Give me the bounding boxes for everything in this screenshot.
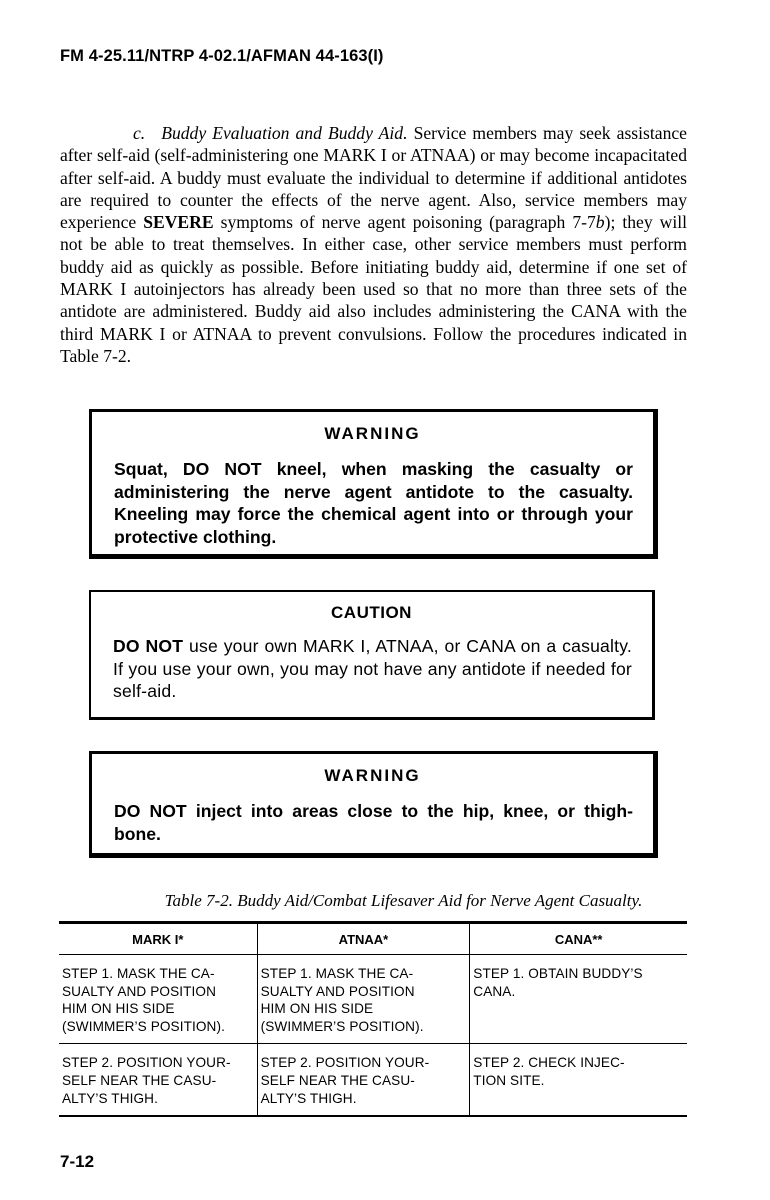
- paragraph-ref: b: [595, 212, 605, 233]
- table-cell: STEP 1. MASK THE CA- SUALTY AND POSITION HIM ON HIS SIDE (SWIMMER’S POSITION).: [257, 955, 470, 1044]
- table-row: [59, 955, 687, 1044]
- table-row: [59, 1044, 687, 1116]
- column-header-cana: CANA**: [470, 923, 687, 955]
- severe-emphasis: SEVERE: [143, 212, 214, 233]
- caution-box: [89, 590, 655, 720]
- warning-text: Squat, DO NOT kneel, when masking the casualty or administering the nerve agent antidote to the casualty. Kneeling may force the chemical agent into or through your protective clothing.: [114, 459, 633, 547]
- warning-box-injection: [89, 751, 658, 858]
- paragraph-text: ); they will not be able to treat themselves. In either case, other service members must perform buddy aid as quickly as possible. Before initiating buddy aid, determine if one set of MARK I autoinjectors has already been used so that no more than three sets of the antidote are administered. Buddy aid also includes administering the CANA with the third MARK I or ATNAA to prevent convulsions. Follow the procedures indicated in Table 7-2.: [60, 212, 687, 366]
- paragraph-letter: c.: [133, 123, 146, 143]
- table-cell: STEP 1. MASK THE CA- SUALTY AND POSITION HIM ON HIS SIDE (SWIMMER’S POSITION).: [59, 955, 257, 1044]
- table-cell: STEP 1. OBTAIN BUDDY’S CANA.: [470, 955, 687, 1044]
- table-cell: STEP 2. POSITION YOUR- SELF NEAR THE CASU- ALTY’S THIGH.: [257, 1044, 470, 1116]
- table-header-row: [59, 923, 687, 955]
- column-header-atnaa: ATNAA*: [257, 923, 470, 955]
- table-cell: STEP 2. POSITION YOUR- SELF NEAR THE CASU- ALTY’S THIGH.: [59, 1044, 257, 1116]
- warning-title: WARNING: [324, 766, 421, 785]
- table-caption: Table 7-2. Buddy Aid/Combat Lifesaver Aid for Nerve Agent Casualty.: [164, 891, 643, 910]
- paragraph-text: symptoms of nerve agent poisoning (paragraph 7-7: [220, 212, 596, 233]
- caution-body: use your own MARK I, ATNAA, or CANA on a casualty. If you use your own, you may not have any antidote if needed for self-aid.: [113, 636, 633, 701]
- caution-text: [113, 635, 632, 703]
- buddy-aid-table: [59, 921, 687, 1117]
- warning-text: DO NOT inject into areas close to the hip, knee, or thigh-bone.: [114, 801, 633, 844]
- page-number: 7-12: [60, 1152, 95, 1171]
- paragraph-text: Service members may seek assistance after self-aid (self-administering one MARK I or ATNAA) or may become incapacitated after self-aid. A buddy must evaluate the individual to determine if additional antidotes are required to counter the effects of the nerve agent. Also, service members may experience: [60, 123, 687, 233]
- caution-bold-lead: DO NOT: [113, 636, 184, 656]
- paragraph-heading: Buddy Evaluation and Buddy Aid.: [161, 123, 408, 143]
- warning-title: WARNING: [324, 424, 421, 443]
- table-cell: STEP 2. CHECK INJEC- TION SITE.: [470, 1044, 687, 1116]
- document-header: FM 4-25.11/NTRP 4-02.1/AFMAN 44-163(I): [60, 47, 384, 65]
- paragraph-buddy-aid: [60, 122, 687, 367]
- caution-title: CAUTION: [331, 603, 412, 622]
- column-header-mark-i: MARK I*: [59, 923, 257, 955]
- warning-box-kneel: [89, 409, 658, 559]
